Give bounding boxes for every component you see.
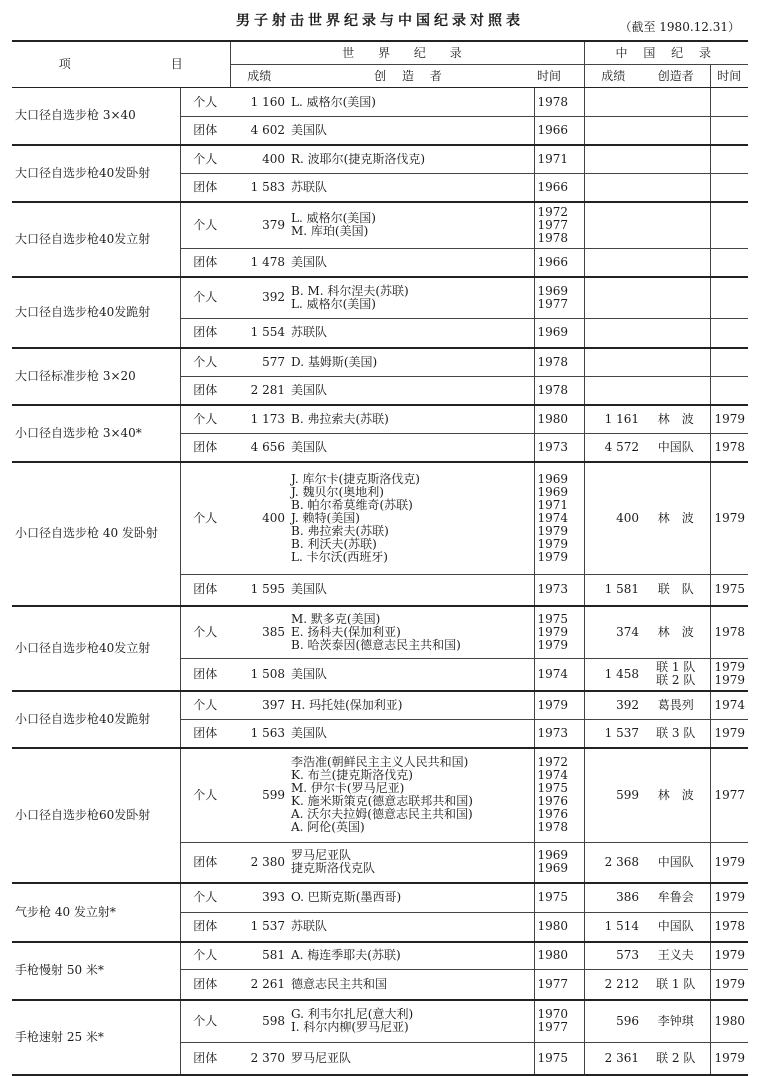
world-score: 2 281: [230, 377, 288, 405]
individual-row: [12, 691, 748, 720]
china-score: [584, 202, 642, 249]
world-time: 1973: [534, 720, 584, 748]
event-name: 大口径自选步枪40发立射: [12, 202, 180, 277]
world-time: 1979: [534, 691, 584, 720]
china-score: [584, 277, 642, 319]
world-holder: L. 威格尔(美国) M. 库珀(美国): [288, 202, 534, 249]
china-time: 1974: [710, 691, 748, 720]
china-holder: 王义夫: [642, 942, 710, 970]
record-type: 个人: [180, 883, 230, 913]
china-holder: [642, 277, 710, 319]
china-score: 2 212: [584, 970, 642, 1000]
china-time: [710, 117, 748, 145]
china-time: 1975: [710, 575, 748, 606]
world-time: 1969 1969 1971 1974 1979 1979 1979: [534, 462, 584, 575]
world-holder: B. 弗拉索夫(苏联): [288, 405, 534, 434]
world-score: 1 563: [230, 720, 288, 748]
record-type: 个人: [180, 88, 230, 117]
china-score: [584, 88, 642, 117]
as-of-date: （截至 1980.12.31）: [619, 20, 740, 34]
world-time: 1969 1969: [534, 843, 584, 883]
records-table: [12, 40, 748, 1076]
record-type: 团体: [180, 913, 230, 942]
china-time: [710, 319, 748, 348]
china-score: [584, 348, 642, 377]
world-score: 4 656: [230, 434, 288, 462]
china-score: 596: [584, 1000, 642, 1043]
world-holder: M. 默多克(美国) E. 扬科夫(保加利亚) B. 哈茨泰因(德意志民主共和国): [288, 606, 534, 659]
world-time: 1966: [534, 174, 584, 202]
world-holder: 美国队: [288, 720, 534, 748]
world-holder: 美国队: [288, 377, 534, 405]
china-score: 2 361: [584, 1043, 642, 1075]
record-type: 团体: [180, 720, 230, 748]
world-score: 1 160: [230, 88, 288, 117]
world-score-header: 成绩: [230, 65, 288, 88]
china-score: 400: [584, 462, 642, 575]
china-time: 1979 1979: [710, 659, 748, 691]
event-name: 大口径自选步枪40发卧射: [12, 145, 180, 202]
world-score: 1 554: [230, 319, 288, 348]
china-holder: 联 1 队 联 2 队: [642, 659, 710, 691]
china-score: 1 161: [584, 405, 642, 434]
event-name: 小口径自选步枪 3×40*: [12, 405, 180, 462]
record-type: 个人: [180, 405, 230, 434]
world-holder: 罗马尼亚队: [288, 1043, 534, 1075]
china-score: [584, 319, 642, 348]
china-holder: 联 3 队: [642, 720, 710, 748]
china-holder: 联 1 队: [642, 970, 710, 1000]
world-time: 1972 1977 1978: [534, 202, 584, 249]
china-score: 1 581: [584, 575, 642, 606]
china-time: 1979: [710, 942, 748, 970]
china-holder: [642, 249, 710, 277]
event-name: 小口径自选步枪 40 发卧射: [12, 462, 180, 606]
world-holder: 李浩准(朝鲜民主主义人民共和国) K. 布兰(捷克斯洛伐克) M. 伊尔卡(罗马尼亚) K. 施米斯策克(德意志联邦共和国) A. 沃尔夫拉姆(德意志民主共和国) A. 阿伦(英国): [288, 748, 534, 843]
china-holder: 林 波: [642, 748, 710, 843]
individual-row: [12, 1000, 748, 1043]
world-record-header: 世 界 纪 录: [230, 41, 584, 65]
world-holder: D. 基姆斯(美国): [288, 348, 534, 377]
china-time: 1978: [710, 434, 748, 462]
china-time: 1979: [710, 883, 748, 913]
china-time: [710, 377, 748, 405]
individual-row: [12, 277, 748, 319]
event-name: 小口径自选步枪60发卧射: [12, 748, 180, 883]
record-type: 团体: [180, 434, 230, 462]
world-score: 1 173: [230, 405, 288, 434]
world-time-header: 时间: [534, 65, 584, 88]
china-score: [584, 117, 642, 145]
world-holder: 美国队: [288, 249, 534, 277]
record-type: 个人: [180, 691, 230, 720]
world-time: 1978: [534, 377, 584, 405]
world-time: 1978: [534, 88, 584, 117]
china-holder: [642, 174, 710, 202]
world-holder: 罗马尼亚队 捷克斯洛伐克队: [288, 843, 534, 883]
world-score: 2 370: [230, 1043, 288, 1075]
world-score: 397: [230, 691, 288, 720]
world-time: 1975: [534, 1043, 584, 1075]
china-score: [584, 145, 642, 174]
china-holder: 中国队: [642, 843, 710, 883]
world-score: 1 478: [230, 249, 288, 277]
china-holder: 林 波: [642, 606, 710, 659]
china-time: [710, 249, 748, 277]
world-holder: 苏联队: [288, 319, 534, 348]
individual-row: [12, 462, 748, 575]
world-score: 1 583: [230, 174, 288, 202]
china-score: 386: [584, 883, 642, 913]
china-time: 1979: [710, 462, 748, 575]
china-time: 1979: [710, 843, 748, 883]
china-holder: 李钟琪: [642, 1000, 710, 1043]
china-score: 392: [584, 691, 642, 720]
china-holder: 中国队: [642, 913, 710, 942]
china-time: 1979: [710, 970, 748, 1000]
world-score: 599: [230, 748, 288, 843]
china-holder: [642, 348, 710, 377]
china-time: 1978: [710, 913, 748, 942]
world-time: 1966: [534, 249, 584, 277]
record-type: 团体: [180, 1043, 230, 1075]
individual-row: [12, 883, 748, 913]
record-type: 团体: [180, 377, 230, 405]
world-time: 1980: [534, 942, 584, 970]
event-name: 大口径标准步枪 3×20: [12, 348, 180, 405]
world-holder: 美国队: [288, 117, 534, 145]
event-name: 手枪速射 25 米*: [12, 1000, 180, 1075]
record-type: 团体: [180, 117, 230, 145]
china-score: 1 514: [584, 913, 642, 942]
china-holder: [642, 319, 710, 348]
china-score: 1 458: [584, 659, 642, 691]
china-holder: 葛畏列: [642, 691, 710, 720]
china-time: 1977: [710, 748, 748, 843]
china-holder: [642, 377, 710, 405]
world-time: 1975 1979 1979: [534, 606, 584, 659]
china-score: 599: [584, 748, 642, 843]
item-header: 项 目: [12, 41, 230, 88]
world-holder: B. M. 科尔涅夫(苏联) L. 威格尔(美国): [288, 277, 534, 319]
world-score: 400: [230, 145, 288, 174]
world-time: 1973: [534, 575, 584, 606]
china-holder: 中国队: [642, 434, 710, 462]
world-holder: L. 威格尔(美国): [288, 88, 534, 117]
individual-row: [12, 202, 748, 249]
record-type: 团体: [180, 843, 230, 883]
world-time: 1973: [534, 434, 584, 462]
record-type: 团体: [180, 659, 230, 691]
world-score: 4 602: [230, 117, 288, 145]
record-type: 团体: [180, 575, 230, 606]
individual-row: [12, 348, 748, 377]
world-score: 581: [230, 942, 288, 970]
china-holder: 牟鲁会: [642, 883, 710, 913]
individual-row: [12, 145, 748, 174]
individual-row: [12, 88, 748, 117]
world-score: 1 508: [230, 659, 288, 691]
china-holder: [642, 202, 710, 249]
world-holder: 苏联队: [288, 174, 534, 202]
china-time: [710, 174, 748, 202]
record-type: 团体: [180, 319, 230, 348]
china-score: 573: [584, 942, 642, 970]
world-holder: 德意志民主共和国: [288, 970, 534, 1000]
world-holder: A. 梅连季耶夫(苏联): [288, 942, 534, 970]
china-score: [584, 249, 642, 277]
record-type: 个人: [180, 348, 230, 377]
world-score: 598: [230, 1000, 288, 1043]
record-type: 团体: [180, 249, 230, 277]
world-score: 392: [230, 277, 288, 319]
world-time: 1980: [534, 913, 584, 942]
event-name: 大口径自选步枪40发跪射: [12, 277, 180, 348]
china-score: 374: [584, 606, 642, 659]
china-holder: 联 2 队: [642, 1043, 710, 1075]
world-time: 1970 1977: [534, 1000, 584, 1043]
china-score: [584, 174, 642, 202]
china-record-header: 中 国 纪 录: [584, 41, 748, 65]
china-time: [710, 145, 748, 174]
world-score: 379: [230, 202, 288, 249]
china-time: [710, 202, 748, 249]
china-time-header: 时间: [710, 65, 748, 88]
world-score: 2 261: [230, 970, 288, 1000]
china-score: [584, 377, 642, 405]
china-holder: 联 队: [642, 575, 710, 606]
china-holder: 林 波: [642, 462, 710, 575]
world-holder: R. 波耶尔(捷克斯洛伐克): [288, 145, 534, 174]
china-time: 1979: [710, 720, 748, 748]
event-name: 大口径自选步枪 3×40: [12, 88, 180, 145]
world-score: 577: [230, 348, 288, 377]
world-score: 2 380: [230, 843, 288, 883]
world-time: 1966: [534, 117, 584, 145]
world-score: 1 537: [230, 913, 288, 942]
china-time: 1979: [710, 405, 748, 434]
china-holder: 林 波: [642, 405, 710, 434]
china-time: [710, 348, 748, 377]
world-time: 1972 1974 1975 1976 1976 1978: [534, 748, 584, 843]
record-type: 个人: [180, 606, 230, 659]
world-time: 1975: [534, 883, 584, 913]
china-time: [710, 88, 748, 117]
individual-row: [12, 405, 748, 434]
event-name: 小口径自选步枪40发跪射: [12, 691, 180, 748]
china-score: 4 572: [584, 434, 642, 462]
event-name: 手枪慢射 50 米*: [12, 942, 180, 1000]
individual-row: [12, 942, 748, 970]
record-type: 团体: [180, 970, 230, 1000]
event-name: 小口径自选步枪40发立射: [12, 606, 180, 691]
china-score-header: 成绩: [584, 65, 642, 88]
record-type: 个人: [180, 942, 230, 970]
record-type: 个人: [180, 748, 230, 843]
china-score: 1 537: [584, 720, 642, 748]
world-holder: H. 玛托娃(保加利亚): [288, 691, 534, 720]
world-holder: G. 利韦尔扎尼(意大利) I. 科尔内柳(罗马尼亚): [288, 1000, 534, 1043]
china-score: 2 368: [584, 843, 642, 883]
table-title: 男子射击世界纪录与中国纪录对照表: [236, 13, 524, 29]
world-holder: 美国队: [288, 434, 534, 462]
world-score: 385: [230, 606, 288, 659]
world-time: 1969 1977: [534, 277, 584, 319]
world-holder: O. 巴斯克斯(墨西哥): [288, 883, 534, 913]
world-time: 1978: [534, 348, 584, 377]
china-time: 1979: [710, 1043, 748, 1075]
world-time: 1969: [534, 319, 584, 348]
record-type: 个人: [180, 462, 230, 575]
record-type: 个人: [180, 1000, 230, 1043]
world-score: 400: [230, 462, 288, 575]
record-type: 团体: [180, 174, 230, 202]
world-holder: 美国队: [288, 659, 534, 691]
world-time: 1974: [534, 659, 584, 691]
world-time: 1980: [534, 405, 584, 434]
world-holder: 美国队: [288, 575, 534, 606]
record-type: 个人: [180, 145, 230, 174]
china-holder: [642, 145, 710, 174]
individual-row: [12, 606, 748, 659]
china-holder: [642, 117, 710, 145]
world-holder: J. 库尔卡(捷克斯洛伐克) J. 魏贝尔(奥地利) B. 帕尔希莫维奇(苏联) J. 赖特(美国) B. 弗拉索夫(苏联) B. 利沃夫(苏联) L. 卡尔沃(西班牙): [288, 462, 534, 575]
china-holder: [642, 88, 710, 117]
world-score: 1 595: [230, 575, 288, 606]
record-type: 个人: [180, 202, 230, 249]
record-type: 个人: [180, 277, 230, 319]
china-time: [710, 277, 748, 319]
event-name: 气步枪 40 发立射*: [12, 883, 180, 942]
world-holder-header: 创 造 者: [288, 65, 534, 88]
china-time: 1980: [710, 1000, 748, 1043]
world-holder: 苏联队: [288, 913, 534, 942]
individual-row: [12, 748, 748, 843]
world-time: 1971: [534, 145, 584, 174]
china-time: 1978: [710, 606, 748, 659]
china-holder-header: 创造者: [642, 65, 710, 88]
world-time: 1977: [534, 970, 584, 1000]
world-score: 393: [230, 883, 288, 913]
